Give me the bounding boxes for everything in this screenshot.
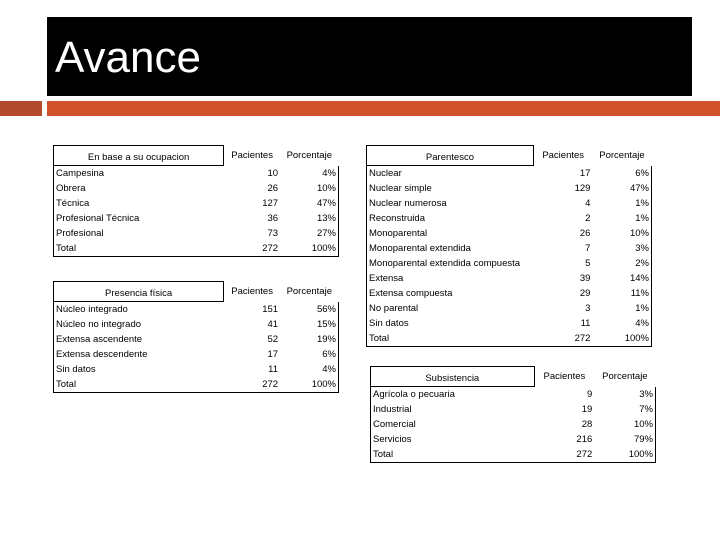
table-row	[367, 196, 652, 211]
table-row	[54, 241, 339, 257]
table-row	[371, 387, 656, 403]
table-row	[371, 417, 656, 432]
row-pacientes: 4	[585, 198, 591, 209]
table-row	[367, 166, 652, 182]
table-row	[54, 332, 339, 347]
row-porcentaje: 1%	[592, 211, 651, 226]
row-porcentaje: 79%	[594, 432, 655, 447]
table-row	[367, 286, 652, 301]
row-pacientes: 127	[262, 198, 279, 209]
column-header-porcentaje: Porcentaje	[286, 150, 332, 161]
column-header-porcentaje: Porcentaje	[286, 286, 332, 297]
table-row	[54, 181, 339, 196]
row-label: Extensa ascendente	[54, 332, 224, 347]
table-title: En base a su ocupacion	[54, 146, 224, 166]
row-pacientes: 7	[585, 243, 591, 254]
table-ocupacion	[53, 145, 339, 257]
table-presencia-fisica	[53, 281, 339, 393]
row-pacientes: 216	[576, 434, 593, 445]
row-label: Obrera	[54, 181, 224, 196]
row-label: Total	[54, 377, 224, 393]
row-label: Extensa descendente	[54, 347, 224, 362]
slide-title: Avance	[55, 33, 201, 82]
row-porcentaje: 56%	[280, 302, 338, 318]
table-row	[54, 226, 339, 241]
row-porcentaje: 1%	[592, 301, 651, 316]
row-label: Total	[367, 331, 534, 347]
row-pacientes: 3	[585, 303, 591, 314]
row-porcentaje: 10%	[592, 226, 651, 241]
row-porcentaje: 10%	[280, 181, 338, 196]
row-porcentaje: 100%	[592, 331, 651, 347]
row-label: Nuclear simple	[367, 181, 534, 196]
row-porcentaje: 14%	[592, 271, 651, 286]
row-pacientes: 151	[262, 303, 279, 315]
row-porcentaje: 10%	[594, 417, 655, 432]
row-label: Reconstruida	[367, 211, 534, 226]
row-porcentaje: 13%	[280, 211, 338, 226]
column-header-pacientes: Pacientes	[542, 150, 585, 161]
table-row	[371, 447, 656, 463]
table-row	[367, 226, 652, 241]
row-pacientes: 52	[267, 334, 279, 345]
row-label: Servicios	[371, 432, 535, 447]
row-label: Nuclear	[367, 166, 534, 182]
row-porcentaje: 47%	[592, 181, 651, 196]
row-label: Sin datos	[54, 362, 224, 377]
row-pacientes: 19	[581, 404, 593, 415]
row-pacientes: 41	[267, 319, 279, 330]
row-porcentaje: 3%	[592, 241, 651, 256]
row-porcentaje: 100%	[280, 377, 338, 393]
table-row	[54, 377, 339, 393]
row-pacientes: 2	[585, 213, 591, 224]
table-row	[367, 316, 652, 331]
row-label: Profesional	[54, 226, 224, 241]
row-label: Comercial	[371, 417, 535, 432]
row-pacientes: 73	[267, 228, 279, 239]
row-pacientes: 28	[581, 419, 593, 430]
table-header-row	[367, 146, 652, 166]
table-subsistencia	[370, 366, 656, 463]
row-porcentaje: 11%	[592, 286, 651, 301]
row-porcentaje: 4%	[280, 166, 338, 182]
table-row	[367, 241, 652, 256]
column-header-porcentaje: Porcentaje	[602, 371, 648, 382]
table-row	[367, 271, 652, 286]
row-porcentaje: 7%	[594, 402, 655, 417]
row-label: Monoparental extendida	[367, 241, 534, 256]
row-porcentaje: 4%	[592, 316, 651, 331]
accent-bar-left	[0, 101, 42, 116]
row-porcentaje: 100%	[594, 447, 655, 463]
row-label: Profesional Técnica	[54, 211, 224, 226]
row-porcentaje: 1%	[592, 196, 651, 211]
row-pacientes: 129	[574, 183, 591, 194]
row-pacientes: 11	[580, 318, 591, 329]
table-row	[367, 256, 652, 271]
row-label: Extensa	[367, 271, 534, 286]
table-row	[54, 362, 339, 377]
row-porcentaje: 47%	[280, 196, 338, 211]
row-label: Técnica	[54, 196, 224, 211]
row-label: Núcleo no integrado	[54, 317, 224, 332]
column-header-pacientes: Pacientes	[231, 150, 273, 161]
row-label: Industrial	[371, 402, 535, 417]
table-header-row	[54, 282, 339, 302]
row-pacientes: 272	[224, 377, 280, 393]
table-title: Subsistencia	[371, 367, 535, 387]
table-row	[54, 347, 339, 362]
row-label: Nuclear numerosa	[367, 196, 534, 211]
table-row	[367, 301, 652, 316]
row-pacientes: 36	[267, 213, 279, 224]
accent-bar-right	[47, 101, 720, 116]
row-pacientes: 29	[579, 288, 591, 299]
row-porcentaje: 6%	[280, 347, 338, 362]
row-pacientes: 11	[268, 364, 279, 375]
table-header-row	[371, 367, 656, 387]
row-porcentaje: 19%	[280, 332, 338, 347]
row-porcentaje: 4%	[280, 362, 338, 377]
title-bar	[47, 17, 692, 96]
row-pacientes: 5	[585, 258, 591, 269]
row-label: Extensa compuesta	[367, 286, 534, 301]
row-porcentaje: 3%	[594, 387, 655, 403]
row-pacientes: 26	[267, 183, 279, 194]
table-title: Parentesco	[367, 146, 534, 166]
row-porcentaje: 100%	[280, 241, 338, 257]
row-label: Monoparental	[367, 226, 534, 241]
row-porcentaje: 2%	[592, 256, 651, 271]
table-row	[367, 331, 652, 347]
table-row	[367, 211, 652, 226]
row-label: Total	[371, 447, 535, 463]
table-row	[371, 432, 656, 447]
table-row	[54, 166, 339, 182]
table-row	[54, 211, 339, 226]
row-label: Total	[54, 241, 224, 257]
column-header-porcentaje: Porcentaje	[599, 150, 645, 161]
table-parentesco	[366, 145, 652, 347]
row-label: Campesina	[54, 166, 224, 182]
row-pacientes: 9	[586, 388, 593, 400]
column-header-pacientes: Pacientes	[543, 371, 586, 382]
table-title: Presencia física	[54, 282, 224, 302]
row-porcentaje: 15%	[280, 317, 338, 332]
row-pacientes: 272	[224, 241, 280, 257]
row-pacientes: 17	[579, 167, 591, 179]
row-label: Sin datos	[367, 316, 534, 331]
table-row	[367, 181, 652, 196]
row-pacientes: 10	[267, 167, 279, 179]
table-row	[54, 196, 339, 211]
row-pacientes: 272	[533, 331, 592, 347]
row-pacientes: 17	[267, 349, 279, 360]
row-label: No parental	[367, 301, 534, 316]
row-label: Agrícola o pecuaria	[371, 387, 535, 403]
table-row	[54, 302, 339, 318]
row-porcentaje: 27%	[280, 226, 338, 241]
table-header-row	[54, 146, 339, 166]
row-pacientes: 39	[579, 273, 591, 284]
row-pacientes: 26	[579, 228, 591, 239]
column-header-pacientes: Pacientes	[231, 286, 273, 297]
row-label: Núcleo integrado	[54, 302, 224, 318]
row-label: Monoparental extendida compuesta	[367, 256, 534, 271]
row-porcentaje: 6%	[592, 166, 651, 182]
table-row	[371, 402, 656, 417]
table-row	[54, 317, 339, 332]
row-pacientes: 272	[534, 447, 594, 463]
